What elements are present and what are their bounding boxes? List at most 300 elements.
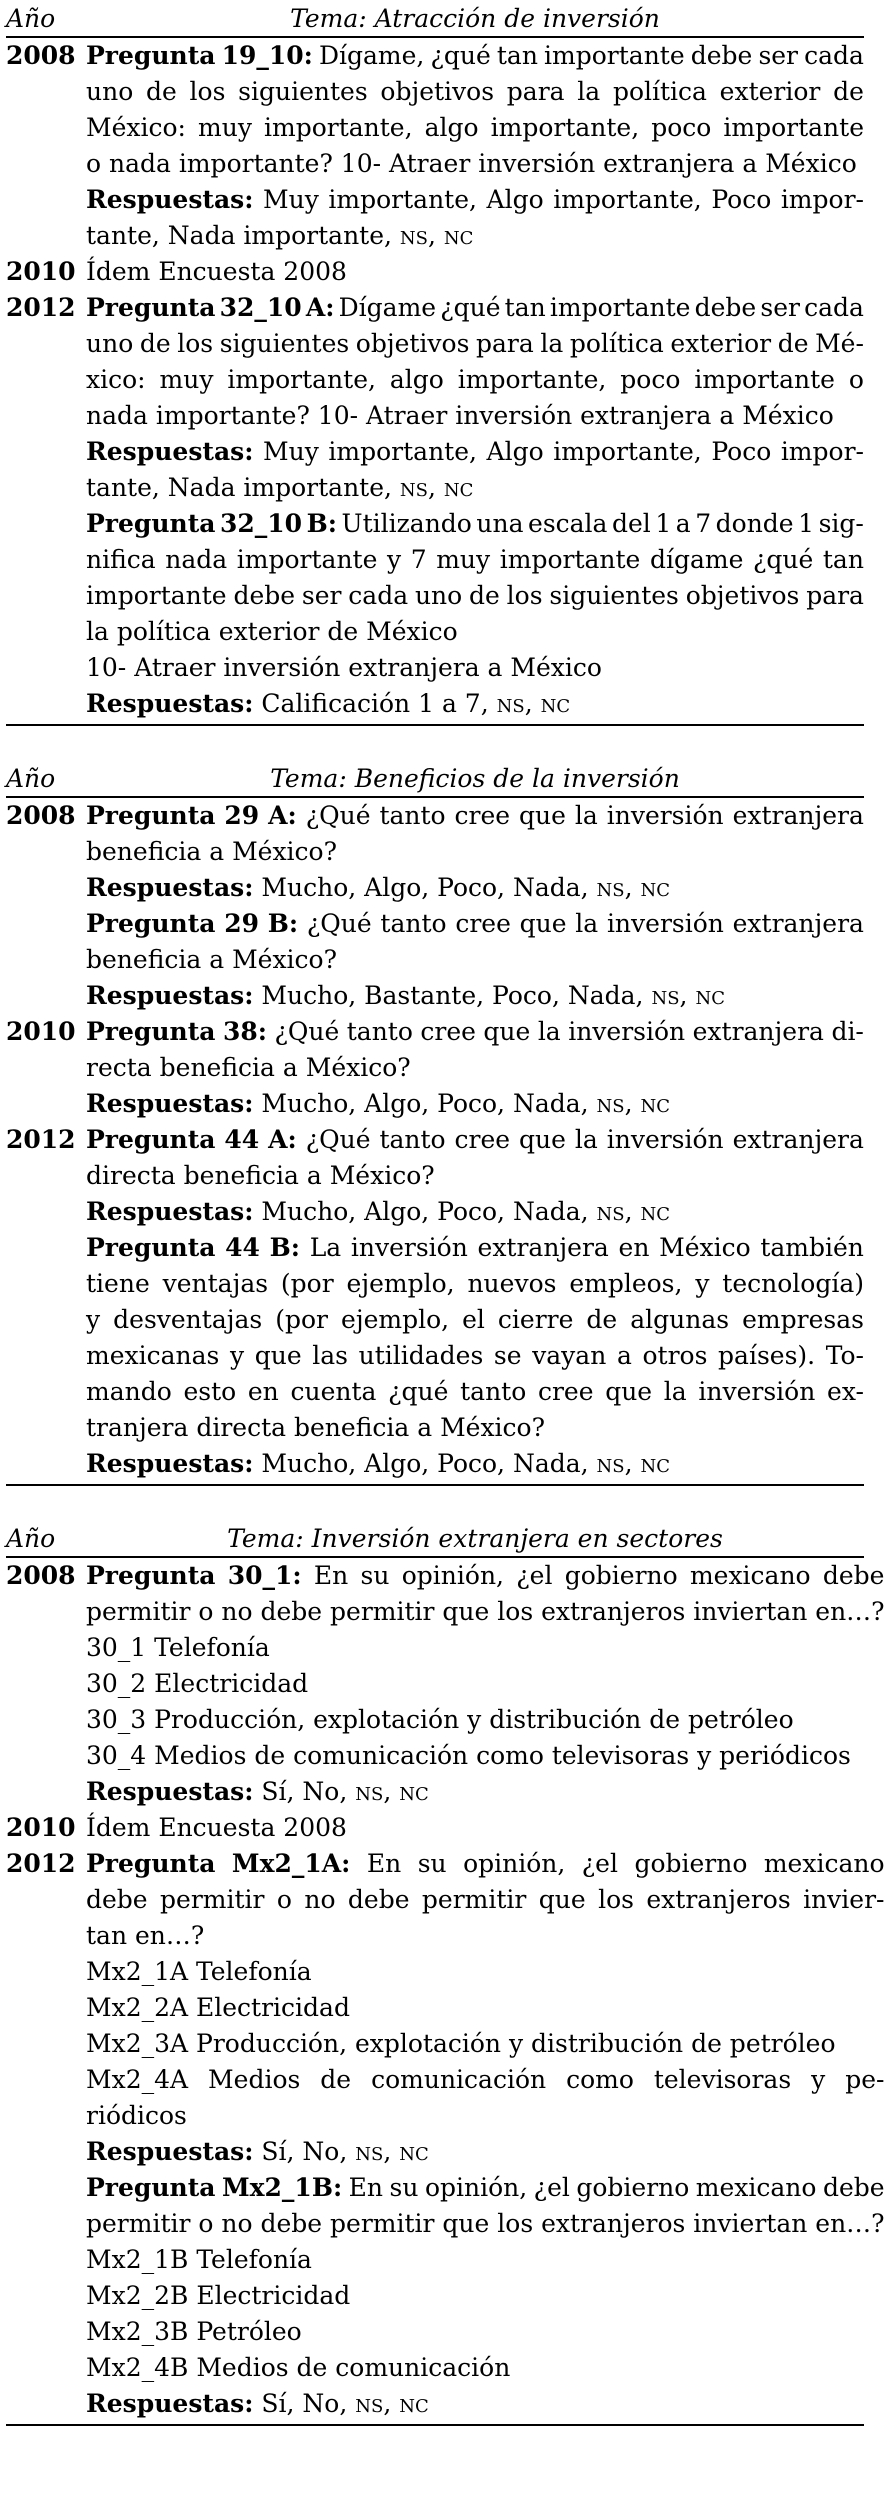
text-run: tan bbox=[496, 41, 538, 70]
question-label: A: bbox=[268, 801, 297, 830]
text-run: tante, Nada importante, bbox=[86, 221, 400, 250]
text-line bbox=[86, 290, 864, 326]
word-group bbox=[819, 506, 864, 542]
survey-year: 2012 bbox=[6, 1849, 76, 1878]
word-group bbox=[711, 182, 771, 218]
question-label: Respuestas: bbox=[86, 185, 254, 214]
word-group bbox=[86, 1338, 219, 1374]
word-group bbox=[86, 110, 186, 146]
word-group bbox=[113, 1302, 262, 1338]
question-label: Respuestas: bbox=[86, 2137, 254, 2166]
word-group bbox=[237, 542, 378, 578]
text-run: importante bbox=[723, 113, 864, 142]
text-run: política bbox=[569, 329, 664, 358]
text-line bbox=[86, 2386, 885, 2422]
question-label: B: bbox=[267, 909, 299, 938]
text-run: debe bbox=[822, 1561, 885, 1590]
text-run: cree bbox=[454, 1125, 511, 1154]
word-group bbox=[314, 1558, 348, 1594]
year-row bbox=[6, 1014, 864, 1122]
text-run: importante, bbox=[227, 365, 376, 394]
text-line bbox=[86, 2134, 885, 2170]
response-code: ns bbox=[399, 473, 429, 502]
text-line bbox=[86, 1954, 885, 1990]
word-group bbox=[764, 1846, 885, 1882]
response-code: ns bbox=[596, 1197, 625, 1226]
text-run: ¿Qué bbox=[305, 801, 371, 830]
text-run: que bbox=[483, 1017, 531, 1046]
word-group bbox=[425, 2170, 527, 2206]
text-run: inversión bbox=[568, 1017, 686, 1046]
word-group bbox=[549, 578, 679, 614]
text-run: tanto bbox=[379, 801, 446, 830]
word-group bbox=[160, 362, 214, 398]
word-group bbox=[455, 906, 511, 942]
word-group bbox=[620, 362, 680, 398]
text-line bbox=[86, 1882, 885, 1918]
word-group bbox=[232, 1846, 351, 1882]
word-group bbox=[224, 906, 259, 942]
text-line bbox=[86, 362, 864, 398]
word-group bbox=[500, 542, 641, 578]
question-label: A: bbox=[305, 293, 335, 322]
word-group bbox=[328, 182, 477, 218]
word-group bbox=[507, 578, 543, 614]
word-group bbox=[277, 1882, 292, 1918]
word-group bbox=[263, 182, 319, 218]
text-run: su bbox=[389, 2173, 419, 2202]
text-line bbox=[86, 978, 864, 1014]
text-run: opinión, bbox=[463, 1849, 566, 1878]
word-group bbox=[307, 506, 337, 542]
question-label: Pregunta bbox=[86, 909, 216, 938]
text-run: recta beneficia a México? bbox=[86, 1053, 411, 1082]
text-run: nifica bbox=[86, 545, 156, 574]
text-line bbox=[86, 686, 864, 722]
text-run: y bbox=[229, 1341, 245, 1370]
word-group bbox=[646, 1882, 790, 1918]
year-row bbox=[6, 1810, 864, 1846]
word-group bbox=[586, 1302, 617, 1338]
text-run: debe bbox=[690, 41, 753, 70]
text-run: tecnología) bbox=[722, 1269, 864, 1298]
text-run: gobierno bbox=[576, 2173, 690, 2202]
text-run: Mé- bbox=[815, 329, 864, 358]
word-group bbox=[306, 798, 371, 834]
text-run: los bbox=[177, 329, 214, 358]
survey-year: 2010 bbox=[6, 257, 76, 286]
word-group bbox=[306, 290, 335, 326]
response-code: nc bbox=[443, 473, 474, 502]
text-run: que bbox=[538, 1885, 586, 1914]
word-group bbox=[380, 906, 446, 942]
word-group bbox=[642, 1338, 707, 1374]
word-group bbox=[659, 1230, 751, 1266]
year-row bbox=[6, 254, 864, 290]
text-run: Poco bbox=[711, 185, 772, 214]
text-line bbox=[86, 1158, 864, 1194]
word-group bbox=[455, 798, 511, 834]
text-run: empleos, bbox=[569, 1269, 683, 1298]
text-run: o bbox=[848, 365, 864, 394]
text-run: , bbox=[624, 1449, 641, 1478]
text-run: 30_2 Electricidad bbox=[86, 1669, 309, 1698]
text-line bbox=[86, 578, 864, 614]
text-run: tanto bbox=[460, 1377, 527, 1406]
word-group bbox=[469, 578, 500, 614]
text-run: las bbox=[312, 1341, 348, 1370]
word-group bbox=[146, 74, 177, 110]
question-label: Pregunta bbox=[86, 1561, 216, 1590]
word-group bbox=[742, 1302, 864, 1338]
text-run: directa beneficia a México? bbox=[86, 1161, 435, 1190]
question-block bbox=[86, 290, 864, 722]
word-group bbox=[86, 182, 253, 218]
text-run: importante, bbox=[490, 113, 640, 142]
word-group bbox=[163, 1266, 268, 1302]
word-group bbox=[367, 1846, 401, 1882]
year-column-header: Año bbox=[6, 3, 56, 33]
response-code: ns bbox=[355, 2137, 384, 2166]
response-code: ns bbox=[496, 689, 525, 718]
text-run: siguientes bbox=[238, 77, 368, 106]
text-run: y bbox=[695, 1269, 710, 1298]
text-run: tante, Nada importante, bbox=[86, 473, 400, 502]
text-run: vayan bbox=[532, 1341, 607, 1370]
text-run: países). bbox=[718, 1341, 816, 1370]
text-run: televisoras bbox=[653, 2065, 792, 2094]
text-run: nada bbox=[165, 545, 228, 574]
text-run: Dígame bbox=[338, 293, 437, 322]
word-group bbox=[534, 2170, 570, 2206]
text-run: política bbox=[612, 77, 707, 106]
word-group bbox=[228, 1558, 302, 1594]
text-run: de bbox=[320, 2065, 352, 2094]
year-row bbox=[6, 1558, 885, 1810]
text-run: Poco bbox=[711, 437, 772, 466]
text-run: poco bbox=[620, 365, 681, 394]
question-label: Respuestas: bbox=[86, 1197, 254, 1226]
word-group bbox=[230, 1338, 244, 1374]
question-label: Pregunta bbox=[86, 801, 216, 830]
text-run: Sí, No, bbox=[253, 1777, 356, 1806]
word-group bbox=[694, 362, 835, 398]
word-group bbox=[575, 906, 598, 942]
word-group bbox=[402, 1558, 504, 1594]
text-run: muy bbox=[159, 365, 214, 394]
text-run: importante, bbox=[264, 113, 413, 142]
text-run: en bbox=[247, 1377, 279, 1406]
question-label: Pregunta bbox=[86, 1125, 216, 1154]
section-bottom-rule bbox=[6, 2424, 864, 2426]
word-group bbox=[538, 1374, 594, 1410]
text-run: extranjeros bbox=[646, 1885, 791, 1914]
text-run: a bbox=[616, 1341, 632, 1370]
text-line bbox=[86, 2062, 885, 2098]
word-group bbox=[550, 290, 691, 326]
text-run: , bbox=[428, 221, 444, 250]
question-label: Pregunta bbox=[86, 293, 216, 322]
word-group bbox=[183, 1374, 236, 1410]
word-group bbox=[388, 1374, 448, 1410]
text-line bbox=[86, 614, 864, 650]
word-group bbox=[455, 1122, 511, 1158]
text-run: los bbox=[598, 1885, 634, 1914]
text-run: extranjera bbox=[692, 1017, 824, 1046]
year-column-header: Año bbox=[6, 763, 56, 793]
word-group bbox=[390, 2170, 419, 2206]
text-run: escala bbox=[528, 509, 608, 538]
text-line bbox=[86, 834, 864, 870]
text-line bbox=[86, 1774, 885, 1810]
text-run: como bbox=[566, 2065, 634, 2094]
text-run: la bbox=[577, 77, 601, 106]
text-run: importante bbox=[499, 545, 641, 574]
question-label: 29 bbox=[224, 909, 260, 938]
text-line bbox=[86, 2206, 885, 2242]
text-run: ¿el bbox=[533, 2173, 570, 2202]
word-group bbox=[220, 326, 350, 362]
word-group bbox=[722, 1266, 864, 1302]
word-group bbox=[418, 1846, 447, 1882]
text-line bbox=[86, 434, 864, 470]
word-group bbox=[86, 326, 133, 362]
topic-title: Tema: Beneficios de la inversión bbox=[270, 763, 680, 793]
text-line bbox=[86, 1338, 864, 1374]
question-block bbox=[86, 1014, 864, 1122]
text-run: ¿el bbox=[581, 1849, 618, 1878]
question-label: Mx2_1A: bbox=[231, 1849, 351, 1878]
word-group bbox=[520, 906, 567, 942]
word-group bbox=[798, 506, 814, 542]
survey-year: 2008 bbox=[6, 41, 76, 70]
text-run: Mucho, Algo, Poco, Nada, bbox=[253, 1449, 597, 1478]
word-group bbox=[698, 1374, 815, 1410]
text-line bbox=[86, 2278, 885, 2314]
question-block bbox=[86, 1810, 864, 1846]
word-group bbox=[268, 798, 297, 834]
text-run: 7 bbox=[695, 509, 712, 538]
text-run: uno bbox=[86, 77, 134, 106]
response-code: ns bbox=[355, 2389, 384, 2418]
text-run: que bbox=[519, 801, 566, 830]
text-run: impor- bbox=[780, 437, 864, 466]
text-run: inversión bbox=[606, 909, 724, 938]
text-run: cree bbox=[454, 801, 511, 830]
year-row bbox=[6, 1122, 864, 1482]
word-group bbox=[86, 2170, 215, 2206]
text-run: Mucho, Algo, Poco, Nada, bbox=[253, 1197, 597, 1226]
word-group bbox=[302, 578, 342, 614]
response-code: nc bbox=[399, 2137, 429, 2166]
text-line bbox=[86, 398, 864, 434]
text-line bbox=[86, 1990, 885, 2026]
text-line bbox=[86, 110, 864, 146]
word-group bbox=[519, 1122, 566, 1158]
text-line bbox=[86, 906, 864, 942]
text-run: la política exterior de México bbox=[86, 617, 458, 646]
text-line bbox=[86, 146, 864, 182]
text-run: ¿qué bbox=[440, 293, 501, 322]
word-group bbox=[833, 74, 864, 110]
text-run: beneficia a México? bbox=[86, 837, 338, 866]
text-line bbox=[86, 1702, 885, 1738]
text-run: que bbox=[519, 1125, 566, 1154]
word-group bbox=[348, 578, 408, 614]
text-run: ¿Qué bbox=[274, 1017, 340, 1046]
text-run: importante, bbox=[457, 365, 607, 394]
question-label: A: bbox=[268, 1125, 297, 1154]
word-group bbox=[528, 506, 607, 542]
text-run: debe bbox=[694, 293, 757, 322]
word-group bbox=[227, 362, 376, 398]
word-group bbox=[225, 1230, 260, 1266]
text-run: tanto bbox=[379, 1125, 446, 1154]
text-run: debe bbox=[822, 2173, 885, 2202]
word-group bbox=[341, 1302, 449, 1338]
text-run: debe bbox=[233, 581, 296, 610]
text-run: tanto bbox=[380, 909, 447, 938]
word-group bbox=[86, 290, 215, 326]
word-group bbox=[268, 906, 298, 942]
word-group bbox=[576, 2170, 689, 2206]
word-group bbox=[676, 506, 691, 542]
word-group bbox=[733, 906, 864, 942]
word-group bbox=[347, 1266, 455, 1302]
text-run: del bbox=[612, 509, 651, 538]
word-group bbox=[86, 1230, 215, 1266]
word-group bbox=[86, 506, 215, 542]
text-run: Mx2_2A Electricidad bbox=[86, 1993, 350, 2022]
question-label: Respuestas: bbox=[86, 437, 254, 466]
question-block bbox=[86, 38, 864, 254]
text-line bbox=[86, 1194, 864, 1230]
text-run: comunicación bbox=[371, 2065, 547, 2094]
word-group bbox=[290, 1374, 376, 1410]
word-group bbox=[342, 506, 472, 542]
text-run: 10- Atraer inversión extranjera a México bbox=[86, 653, 602, 682]
word-group bbox=[696, 2170, 817, 2206]
year-row bbox=[6, 290, 864, 722]
text-run: tan en…? bbox=[86, 1921, 205, 1950]
word-group bbox=[804, 38, 864, 74]
text-run: importante, bbox=[328, 185, 477, 214]
word-group bbox=[483, 1014, 530, 1050]
word-group bbox=[165, 542, 227, 578]
text-run: , bbox=[624, 873, 641, 902]
text-run: mando bbox=[86, 1377, 172, 1406]
text-run: ¿Qué bbox=[305, 1125, 371, 1154]
text-line bbox=[86, 470, 864, 506]
text-run: , bbox=[679, 981, 696, 1010]
text-run: ejemplo, bbox=[346, 1269, 455, 1298]
text-run: cada bbox=[348, 581, 409, 610]
word-group bbox=[664, 1374, 687, 1410]
text-run: exterior bbox=[670, 329, 772, 358]
question-label: 38: bbox=[222, 1017, 267, 1046]
text-run: uno bbox=[414, 581, 463, 610]
question-label: Pregunta bbox=[86, 1849, 216, 1878]
word-group bbox=[494, 1338, 522, 1374]
word-group bbox=[476, 506, 523, 542]
text-run: no bbox=[304, 1885, 336, 1914]
text-run: Mx2_3B Petróleo bbox=[86, 2317, 302, 2346]
word-group bbox=[233, 578, 295, 614]
question-label: Respuestas: bbox=[86, 689, 254, 718]
word-group bbox=[630, 1302, 729, 1338]
word-group bbox=[86, 1846, 215, 1882]
text-run: para bbox=[806, 581, 864, 610]
text-run: extranjera bbox=[477, 1233, 609, 1262]
text-run: Mx2_4B Medios de comunicación bbox=[86, 2353, 511, 2382]
text-run: mexicano bbox=[689, 1561, 811, 1590]
word-group bbox=[463, 1846, 565, 1882]
word-group bbox=[422, 1882, 526, 1918]
word-group bbox=[462, 1302, 485, 1338]
text-run: debe bbox=[86, 1885, 148, 1914]
word-group bbox=[312, 1338, 348, 1374]
text-run: a bbox=[675, 509, 691, 538]
survey-year: 2012 bbox=[6, 293, 76, 322]
text-run: que bbox=[519, 909, 567, 938]
text-line bbox=[86, 1810, 864, 1846]
text-run: Algo bbox=[486, 437, 544, 466]
word-group bbox=[566, 2062, 634, 2098]
response-code: nc bbox=[640, 1449, 671, 1478]
text-line bbox=[86, 1122, 864, 1158]
text-line bbox=[86, 1410, 864, 1446]
word-group bbox=[539, 1882, 586, 1918]
text-line bbox=[86, 1374, 864, 1410]
text-run: de bbox=[469, 581, 500, 610]
word-group bbox=[760, 1230, 864, 1266]
word-group bbox=[351, 1230, 468, 1266]
word-group bbox=[575, 798, 598, 834]
word-group bbox=[248, 1374, 279, 1410]
word-group bbox=[86, 434, 253, 470]
word-group bbox=[268, 1122, 297, 1158]
word-group bbox=[86, 38, 215, 74]
text-run: ejemplo, bbox=[341, 1305, 450, 1334]
question-label: Respuestas: bbox=[86, 1089, 254, 1118]
word-group bbox=[654, 2062, 791, 2098]
text-run: cree bbox=[537, 1377, 594, 1406]
text-run: ser bbox=[760, 293, 800, 322]
text-run: tranjera directa beneficia a México? bbox=[86, 1413, 546, 1442]
word-group bbox=[612, 506, 651, 542]
word-group bbox=[718, 1338, 815, 1374]
word-group bbox=[491, 110, 640, 146]
word-group bbox=[339, 290, 436, 326]
text-run: uno bbox=[86, 329, 134, 358]
word-group bbox=[222, 38, 313, 74]
text-run: de bbox=[146, 77, 177, 106]
word-group bbox=[238, 74, 368, 110]
text-run: de bbox=[833, 77, 864, 106]
text-run: 1 bbox=[655, 509, 672, 538]
year-row bbox=[6, 798, 864, 1014]
response-code: nc bbox=[695, 981, 725, 1010]
question-label: Pregunta bbox=[86, 1233, 216, 1262]
text-line bbox=[86, 1558, 885, 1594]
text-run: ¿el bbox=[516, 1561, 553, 1590]
word-group bbox=[849, 362, 864, 398]
text-run: En bbox=[366, 1849, 402, 1878]
text-line bbox=[86, 2242, 885, 2278]
text-run: inversión bbox=[698, 1377, 816, 1406]
topic-title: Tema: Atracción de inversión bbox=[290, 3, 660, 33]
word-group bbox=[690, 1558, 811, 1594]
